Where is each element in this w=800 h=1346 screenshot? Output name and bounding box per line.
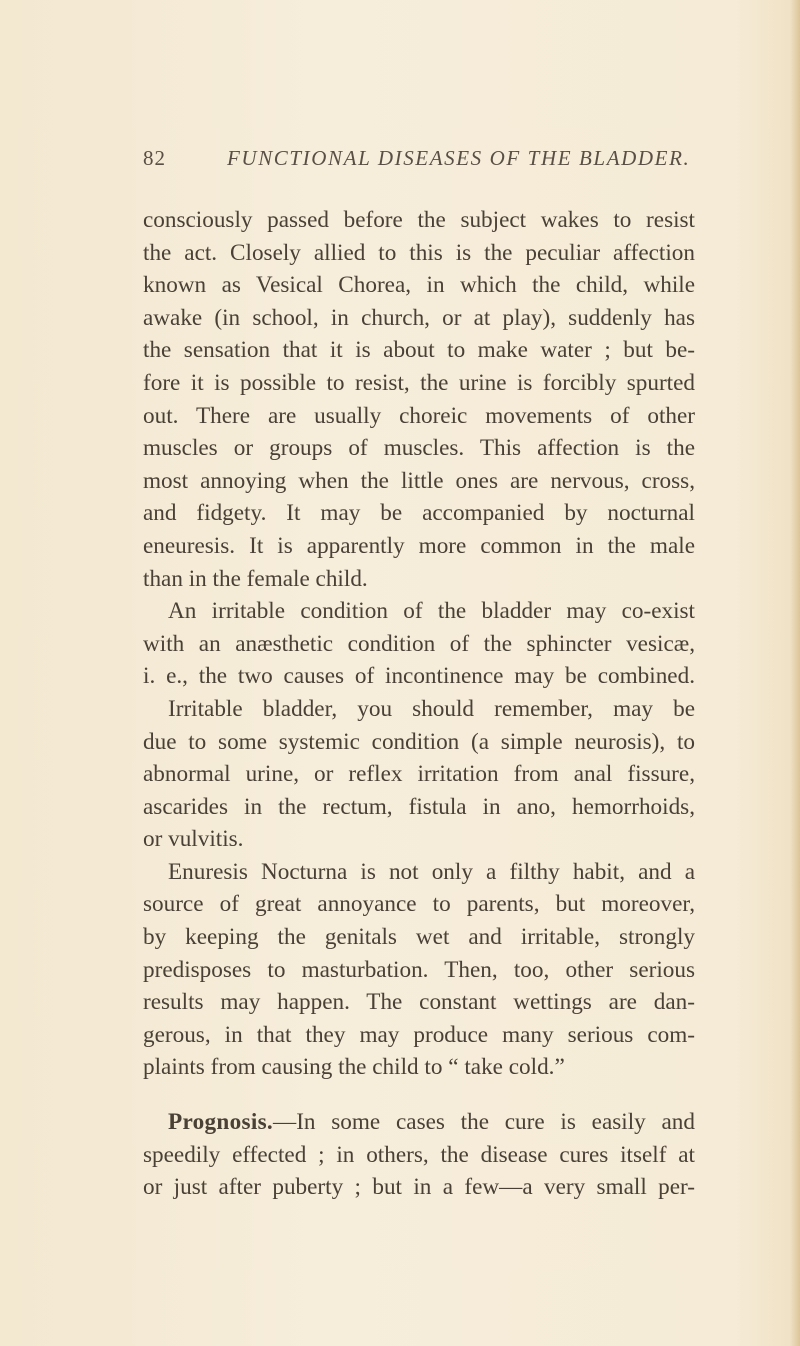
text-line: most annoying when the little ones are nervous, cross,	[143, 467, 695, 494]
text-line: Irritable bladder, you should remember, may be	[168, 695, 695, 722]
text-line: the sensation that it is about to make water ; but be-	[143, 337, 695, 364]
text-line: predisposes to masturbation. Then, too, other serious	[143, 956, 695, 983]
text-line: results may happen. The constant wettings are dan-	[143, 989, 695, 1016]
text-line: due to some systemic condition (a simple neurosis), to	[143, 728, 695, 755]
prognosis-line	[143, 1106, 695, 1139]
page-edge	[790, 0, 800, 1346]
prognosis-heading: Prognosis.	[168, 1109, 273, 1136]
text-line: ascarides in the rectum, fistula in ano, hemorrhoids,	[143, 793, 695, 820]
text-line: abnormal urine, or reflex irritation from anal fissure,	[143, 761, 695, 788]
text-line: source of great annoyance to parents, but moreover,	[143, 891, 695, 918]
running-head	[143, 146, 703, 180]
text-line: the act. Closely allied to this is the peculiar affection	[143, 239, 695, 266]
text-line: muscles or groups of muscles. This affection is the	[143, 435, 695, 462]
text-line: and fidgety. It may be accompanied by nocturnal	[143, 500, 695, 527]
text-line: gerous, in that they may produce many serious com-	[143, 1021, 695, 1048]
text-line: or vulvitis.	[143, 826, 244, 853]
text-line: out. There are usually choreic movements of other	[143, 402, 695, 429]
text-line: by keeping the genitals wet and irritable, strongly	[143, 924, 695, 951]
paragraph-gap	[143, 1084, 695, 1106]
running-title: FUNCTIONAL DISEASES OF THE BLADDER.	[227, 146, 691, 170]
text-line: i. e., the two causes of incontinence may be combined.	[143, 663, 695, 690]
body-text	[143, 204, 695, 1204]
text-line: or just after puberty ; but in a few—a very small per-	[143, 1174, 695, 1201]
text-line: than in the female child.	[143, 565, 368, 592]
page-number: 82	[143, 146, 166, 170]
text-line: plaints from causing the child to “ take cold.”	[143, 1054, 565, 1081]
text-line: known as Vesical Chorea, in which the child, while	[143, 272, 695, 299]
text-line: with an anæsthetic condition of the sphincter vesicæ,	[143, 630, 695, 657]
text-line: An irritable condition of the bladder may co-exist	[168, 598, 695, 625]
text-line: Enuresis Nocturna is not only a filthy habit, and a	[168, 858, 695, 885]
text-line: consciously passed before the subject wakes to resist	[143, 207, 695, 233]
text-line: speedily effected ; in others, the disease cures itself at	[143, 1141, 695, 1168]
text-line: eneuresis. It is apparently more common in the male	[143, 532, 695, 559]
text-line: fore it is possible to resist, the urine is forcibly spurted	[143, 369, 695, 396]
prognosis-text: —In some cases the cure is easily and	[273, 1109, 695, 1136]
text-line: awake (in school, in church, or at play), suddenly has	[143, 304, 695, 331]
